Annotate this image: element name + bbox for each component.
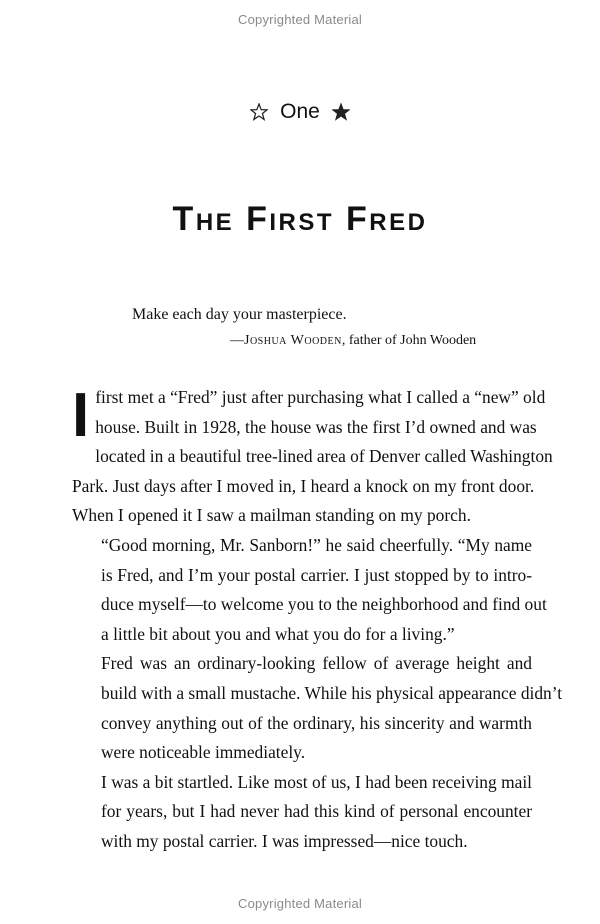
paragraph bbox=[72, 649, 563, 767]
epigraph-attribution: —Joshua Wooden, father of John Wooden bbox=[230, 333, 477, 348]
body-text bbox=[72, 381, 563, 857]
text-line: Fred was an ordinary-looking fellow of average height and bbox=[101, 653, 532, 674]
text-line: is Fred, and I’m your postal carrier. I just stopped by to intro- bbox=[101, 564, 532, 585]
text-line: I was a bit startled. Like most of us, I had been receiving mail bbox=[101, 771, 532, 792]
epigraph-author: Joshua Wooden bbox=[244, 333, 342, 348]
text-line: house. Built in 1928, the house was the first I’d owned and was bbox=[95, 416, 537, 437]
text-line: When I opened it I saw a mailman standing on my porch. bbox=[72, 505, 471, 526]
chapter-heading bbox=[0, 100, 600, 124]
text-line: first met a “Fred” just after purchasing what I called a “new” old bbox=[95, 387, 546, 407]
paragraph bbox=[72, 768, 532, 857]
text-line: duce myself—to welcome you to the neighborhood and find out bbox=[101, 594, 547, 615]
chapter-title: The First Fred bbox=[172, 200, 428, 238]
text-line: Park. Just days after I moved in, I heard a knock on my front door. bbox=[72, 475, 535, 496]
epigraph-author-note: , father of John Wooden bbox=[341, 333, 477, 348]
copyright-watermark-top: Copyrighted Material bbox=[238, 12, 362, 27]
text-line: were noticeable immediately. bbox=[101, 742, 306, 763]
chapter-number: One bbox=[280, 100, 320, 123]
text-line: located in a beautiful tree-lined area of Denver called Washington bbox=[95, 446, 553, 467]
paragraph bbox=[72, 381, 553, 531]
text-line: a little bit about you and what you do for a living.” bbox=[101, 623, 455, 644]
epigraph bbox=[132, 302, 532, 354]
paragraph bbox=[72, 531, 547, 649]
text-line: for years, but I had never had this kind of personal encounter bbox=[101, 801, 532, 822]
text-line: build with a small mustache. While his physical appearance didn’t bbox=[101, 682, 563, 703]
copyright-watermark-bottom: Copyrighted Material bbox=[238, 896, 362, 911]
text-line: “Good morning, Mr. Sanborn!” he said cheerfully. “My name bbox=[101, 534, 532, 555]
star-ornament-icon bbox=[250, 103, 268, 121]
drop-cap: I bbox=[72, 381, 90, 450]
star-ornament-icon bbox=[332, 103, 350, 121]
text-line: with my postal carrier. I was impressed—nice touch. bbox=[101, 830, 468, 851]
text-line: convey anything out of the ordinary, his sincerity and warmth bbox=[101, 712, 532, 733]
epigraph-quote: Make each day your masterpiece. bbox=[132, 306, 347, 323]
